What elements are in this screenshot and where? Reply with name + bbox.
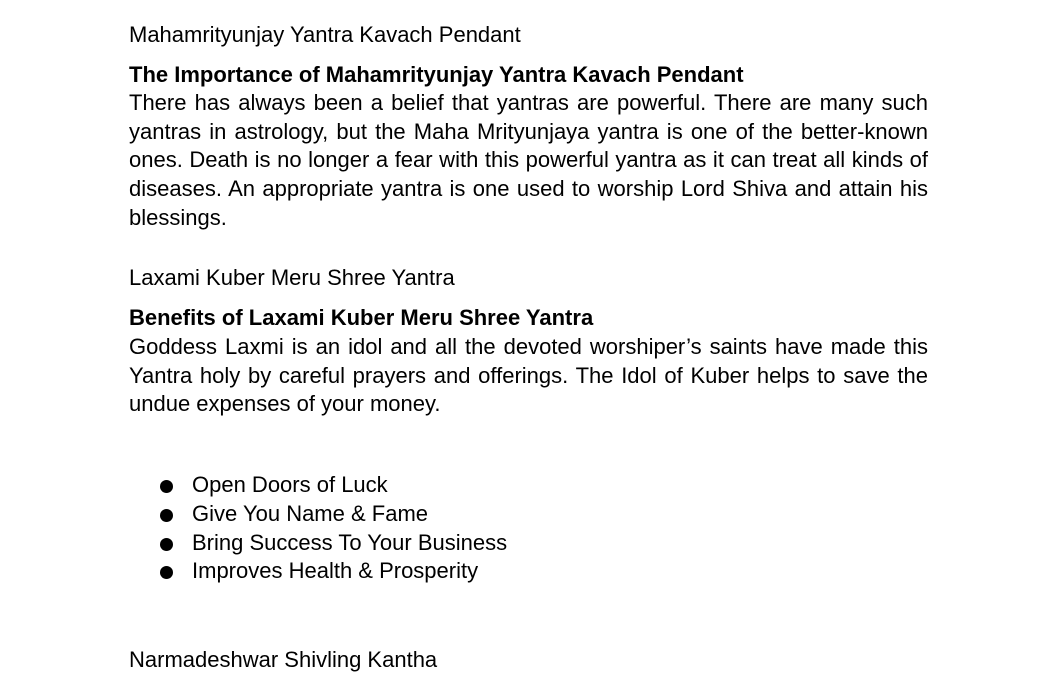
section-paragraph: There has always been a belief that yantras are powerful. There are many such yantras in astrology, but the Maha Mrityunjaya yantra is one of the better-known ones. Death is no longer a fear with this powerful yantra as it can treat all kinds of diseases. An appropriate yantra is one used to worship Lord Shiva and attain his blessings. — [129, 90, 928, 230]
list-item — [160, 471, 507, 500]
list-item-label: Bring Success To Your Business — [192, 529, 508, 555]
section-heading: The Importance of Mahamrityunjay Yantra Kavach Pendant — [129, 62, 744, 87]
bullet-icon — [160, 509, 173, 522]
product-title: Laxami Kuber Meru Shree Yantra — [129, 265, 455, 290]
bullet-icon — [160, 566, 173, 579]
list-item — [160, 529, 507, 558]
list-item — [160, 557, 507, 586]
bullet-icon — [160, 538, 173, 551]
bullet-icon — [160, 480, 173, 493]
list-item-label: Improves Health & Prosperity — [192, 558, 479, 584]
product-title: Narmadeshwar Shivling Kantha — [129, 647, 438, 672]
list-item — [160, 500, 507, 529]
list-item-label: Open Doors of Luck — [192, 472, 388, 497]
section-paragraph: Goddess Laxmi is an idol and all the devoted worshiper’s saints have made this Yantra holy by careful prayers and offerings. The Idol of Kuber helps to save the undue expenses of your money. — [129, 334, 928, 417]
section-heading: Benefits of Laxami Kuber Meru Shree Yantra — [129, 305, 594, 330]
product-title: Mahamrityunjay Yantra Kavach Pendant — [129, 22, 521, 47]
benefits-list — [160, 471, 507, 586]
list-item-label: Give You Name & Fame — [192, 500, 429, 526]
